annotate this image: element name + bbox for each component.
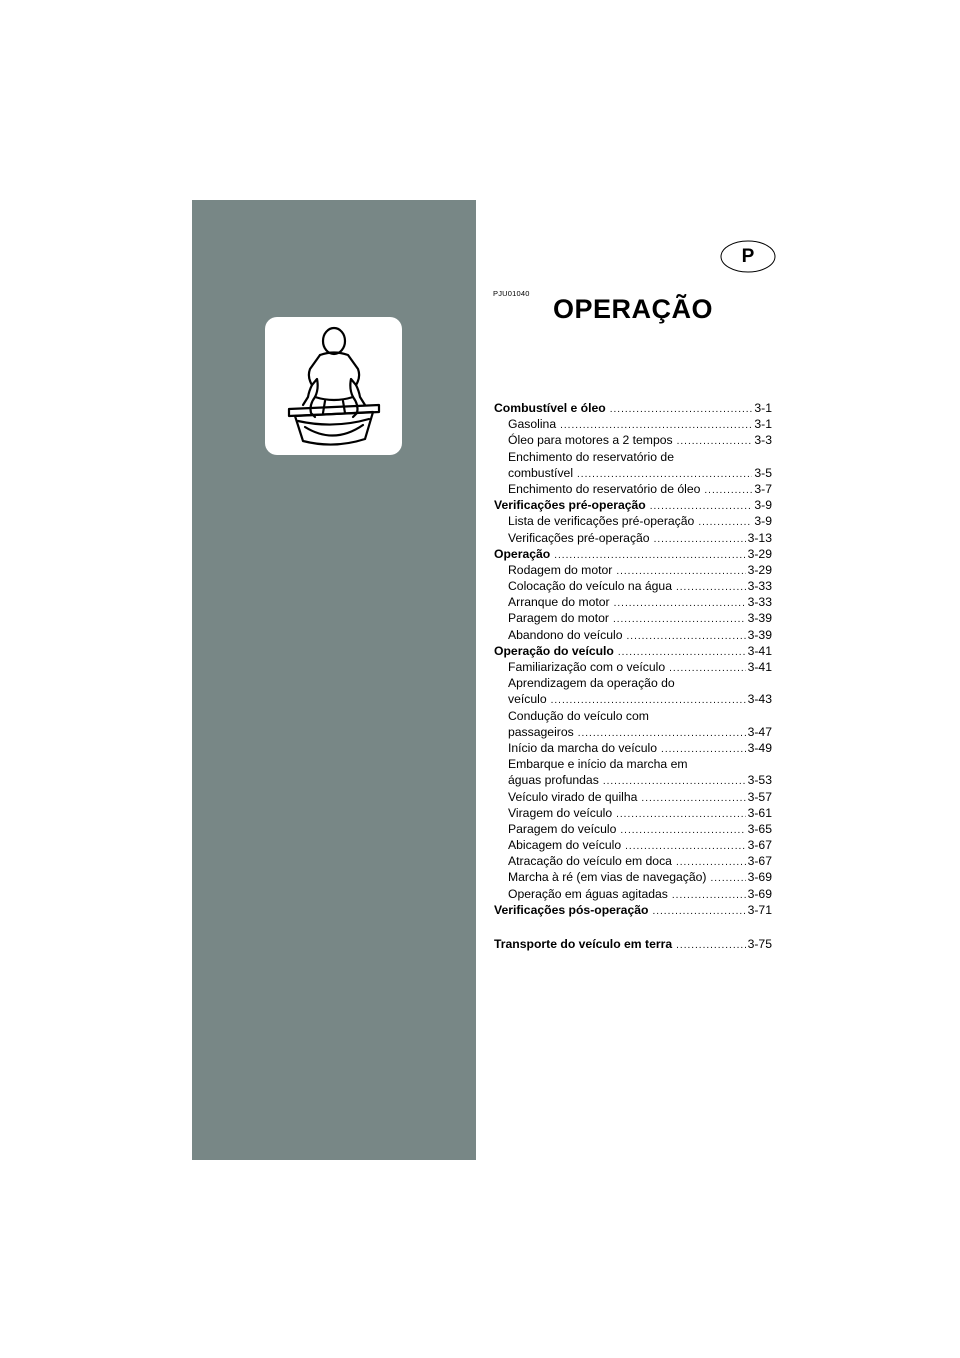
toc-entry-title: Gasolina xyxy=(508,417,557,432)
toc-subsection-entry[interactable] xyxy=(494,869,772,885)
toc-entry-title: Viragem do veículo xyxy=(508,805,613,820)
toc-subsection-entry[interactable] xyxy=(494,886,772,902)
toc-leader-dots xyxy=(641,791,745,807)
toc-entry-page: 3-67 xyxy=(747,854,772,869)
toc-entry-page: 3-5 xyxy=(754,465,772,480)
toc-subsection-entry[interactable] xyxy=(494,708,772,724)
toc-entry-title: Arranque do motor xyxy=(508,595,610,610)
toc-group-main xyxy=(494,400,772,918)
toc-subsection-entry[interactable] xyxy=(494,530,772,546)
toc-entry-page: 3-9 xyxy=(754,514,772,529)
toc-subsection-entry[interactable] xyxy=(494,789,772,805)
toc-entry-title: Embarque e início da marcha em xyxy=(508,757,688,772)
toc-subsection-entry[interactable] xyxy=(494,594,772,610)
toc-entry-page: 3-1 xyxy=(754,401,772,415)
toc-entry-title: Veículo virado de quilha xyxy=(508,789,638,804)
toc-leader-dots xyxy=(669,661,745,677)
toc-entry-page: 3-33 xyxy=(747,595,772,610)
toc-leader-dots xyxy=(627,629,746,645)
toc-leader-dots xyxy=(704,483,752,499)
toc-entry-title: Abandono do veículo xyxy=(508,627,623,642)
toc-entry-page: 3-33 xyxy=(747,579,772,594)
toc-entry-title: águas profundas xyxy=(508,773,599,788)
toc-entry-title: Paragem do veículo xyxy=(508,821,617,836)
toc-subsection-entry[interactable] xyxy=(494,756,772,772)
toc-entry-page: 3-43 xyxy=(747,692,772,707)
toc-entry-page: 3-1 xyxy=(754,417,772,432)
toc-section-entry[interactable] xyxy=(494,497,772,513)
toc-entry-title: Verificações pré-operação xyxy=(494,498,646,513)
toc-subsection-entry[interactable] xyxy=(494,740,772,756)
toc-entry-page: 3-39 xyxy=(747,611,772,626)
toc-entry-page: 3-47 xyxy=(747,724,772,739)
toc-subsection-entry[interactable] xyxy=(494,853,772,869)
rider-on-watercraft-icon xyxy=(265,317,402,455)
toc-subsection-entry[interactable] xyxy=(494,416,772,432)
toc-entry-page: 3-49 xyxy=(747,740,772,755)
toc-subsection-entry[interactable] xyxy=(494,610,772,626)
toc-entry-page: 3-75 xyxy=(747,937,772,951)
toc-leader-dots xyxy=(652,904,745,920)
toc-entry-title: Paragem do motor xyxy=(508,611,609,626)
toc-subsection-entry[interactable] xyxy=(494,772,772,788)
toc-entry-title: passageiros xyxy=(508,724,574,739)
toc-entry-title: Condução do veículo com xyxy=(508,708,649,723)
toc-entry-title: Operação em águas agitadas xyxy=(508,886,668,901)
toc-leader-dots xyxy=(616,807,745,823)
toc-leader-dots xyxy=(698,515,752,531)
toc-entry-page: 3-41 xyxy=(747,660,772,674)
toc-subsection-entry[interactable] xyxy=(494,562,772,578)
toc-entry-page: 3-71 xyxy=(747,902,772,917)
toc-section-entry[interactable] xyxy=(494,936,772,952)
toc-subsection-entry[interactable] xyxy=(494,805,772,821)
section-code: PJU01040 xyxy=(493,289,530,298)
toc-group-secondary xyxy=(494,936,772,952)
language-letter: P xyxy=(741,246,755,267)
toc-leader-dots xyxy=(676,938,745,954)
toc-entry-title: Início da marcha do veículo xyxy=(508,740,658,755)
illustration-card xyxy=(265,317,402,455)
toc-entry-title: Atracação do veículo em doca xyxy=(508,854,672,869)
toc-entry-title: combustível xyxy=(508,465,574,480)
toc-entry-page: 3-67 xyxy=(747,838,772,853)
toc-entry-page: 3-69 xyxy=(747,886,772,901)
toc-entry-title: Colocação do veículo na água xyxy=(508,579,672,594)
toc-entry-title: Enchimento do reservatório de xyxy=(508,449,674,464)
toc-subsection-entry[interactable] xyxy=(494,691,772,707)
toc-entry-title: Enchimento do reservatório de óleo xyxy=(508,481,701,496)
toc-entry-page: 3-13 xyxy=(747,530,772,545)
toc-subsection-entry[interactable] xyxy=(494,821,772,837)
toc-entry-page: 3-29 xyxy=(747,562,772,577)
toc-entry-page: 3-29 xyxy=(747,546,772,561)
toc-entry-title: Operação do veículo xyxy=(494,643,614,658)
toc-entry-title: Lista de verificações pré-operação xyxy=(508,514,695,529)
toc-entry-page: 3-39 xyxy=(747,627,772,642)
toc-leader-dots xyxy=(620,823,745,839)
toc-entry-title: Combustível e óleo xyxy=(494,401,606,415)
toc-section-entry[interactable] xyxy=(494,546,772,562)
toc-section-entry[interactable] xyxy=(494,643,772,659)
toc-entry-title: Verificações pós-operação xyxy=(494,902,649,917)
toc-section-entry[interactable] xyxy=(494,400,772,416)
toc-entry-title: Familiarização com o veículo xyxy=(508,660,666,674)
page-title: OPERAÇÃO xyxy=(552,294,713,324)
toc-subsection-entry[interactable] xyxy=(494,513,772,529)
toc-entry-page: 3-9 xyxy=(754,498,772,513)
toc-leader-dots xyxy=(654,532,746,548)
table-of-contents xyxy=(494,400,772,952)
toc-section-entry[interactable] xyxy=(494,902,772,918)
toc-subsection-entry[interactable] xyxy=(494,481,772,497)
toc-subsection-entry[interactable] xyxy=(494,432,772,448)
toc-subsection-entry[interactable] xyxy=(494,675,772,691)
toc-leader-dots xyxy=(613,612,746,628)
toc-subsection-entry[interactable] xyxy=(494,659,772,675)
toc-subsection-entry[interactable] xyxy=(494,449,772,465)
toc-spacer xyxy=(494,918,772,936)
toc-entry-title: Operação xyxy=(494,546,551,561)
toc-entry-title: Aprendizagem da operação do xyxy=(508,676,675,691)
toc-entry-title: veículo xyxy=(508,692,547,707)
toc-subsection-entry[interactable] xyxy=(494,465,772,481)
toc-entry-page: 3-61 xyxy=(747,805,772,820)
toc-entry-page: 3-57 xyxy=(747,789,772,804)
toc-subsection-entry[interactable] xyxy=(494,578,772,594)
toc-leader-dots xyxy=(614,596,746,612)
toc-entry-page: 3-3 xyxy=(754,433,772,448)
toc-entry-title: Abicagem do veículo xyxy=(508,838,622,853)
toc-entry-page: 3-41 xyxy=(747,643,772,658)
toc-entry-title: Marcha à ré (em vias de navegação) xyxy=(508,870,707,885)
toc-leader-dots xyxy=(710,871,745,887)
toc-entry-title: Verificações pré-operação xyxy=(508,530,650,545)
toc-entry-page: 3-69 xyxy=(747,870,772,885)
toc-entry-title: Rodagem do motor xyxy=(508,562,613,577)
toc-entry-page: 3-65 xyxy=(747,821,772,836)
language-badge xyxy=(720,240,776,273)
toc-subsection-entry[interactable] xyxy=(494,837,772,853)
toc-entry-title: Transporte do veículo em terra xyxy=(494,937,673,951)
toc-entry-title: Óleo para motores a 2 tempos xyxy=(508,433,673,448)
toc-leader-dots xyxy=(610,402,753,418)
toc-subsection-entry[interactable] xyxy=(494,724,772,740)
toc-leader-dots xyxy=(672,888,746,904)
toc-entry-page: 3-53 xyxy=(747,773,772,788)
toc-subsection-entry[interactable] xyxy=(494,627,772,643)
toc-leader-dots xyxy=(677,434,753,450)
toc-entry-page: 3-7 xyxy=(754,481,772,496)
toc-leader-dots xyxy=(676,580,746,596)
